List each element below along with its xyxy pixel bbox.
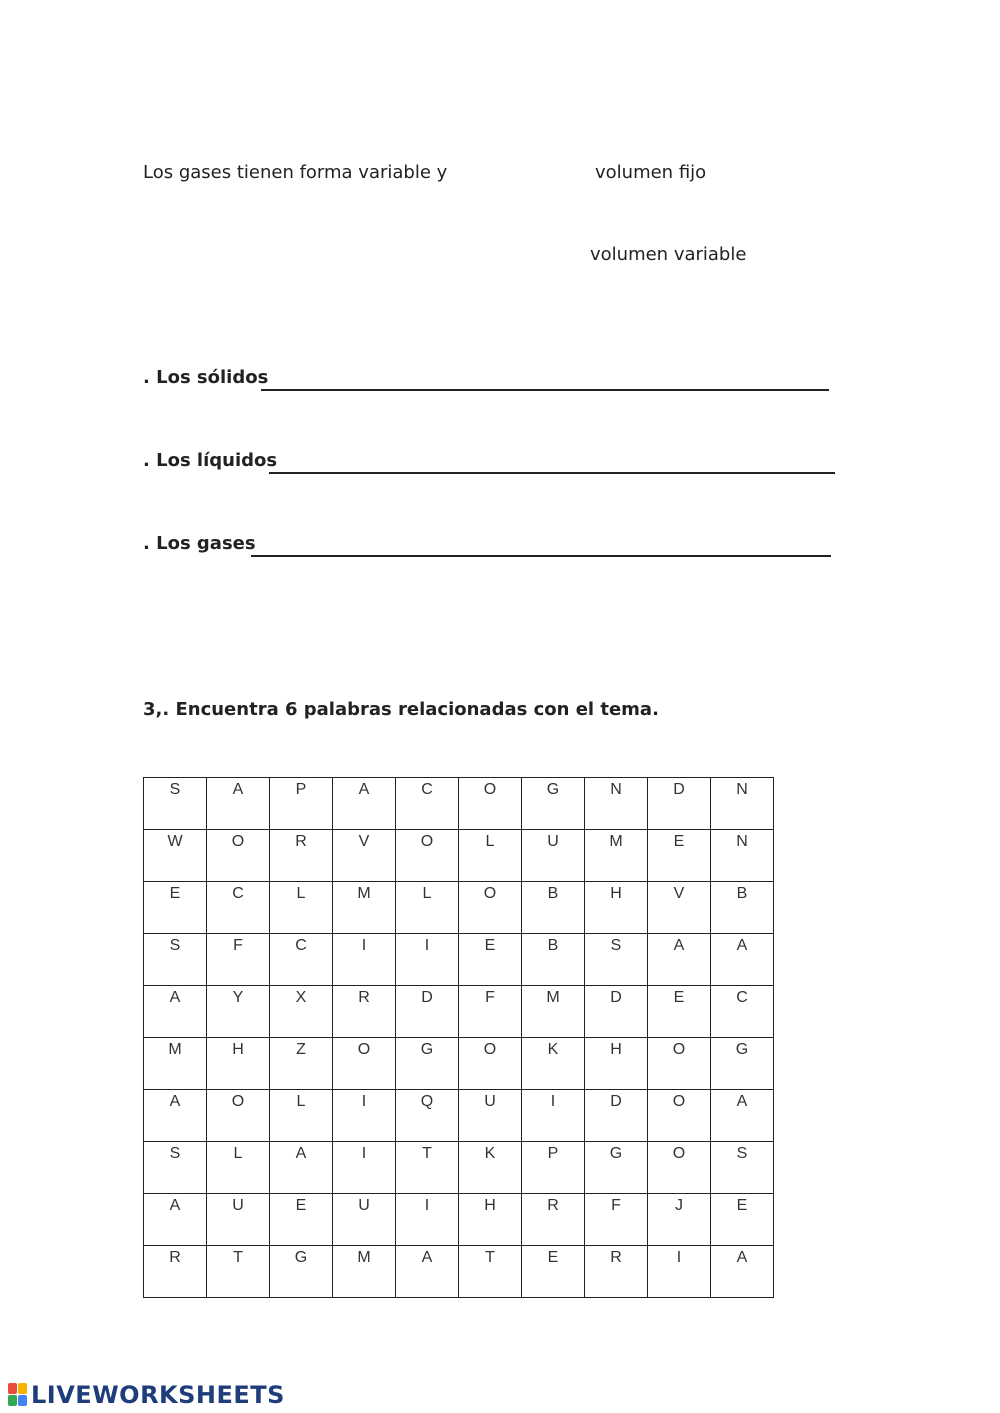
answer-input-solidos[interactable] <box>261 367 829 391</box>
grid-cell[interactable]: I <box>333 1090 396 1142</box>
grid-cell[interactable]: O <box>648 1090 711 1142</box>
grid-cell[interactable]: I <box>333 934 396 986</box>
grid-cell[interactable]: G <box>522 778 585 830</box>
grid-cell[interactable]: B <box>522 882 585 934</box>
grid-cell[interactable]: E <box>648 986 711 1038</box>
grid-cell[interactable]: O <box>459 882 522 934</box>
answer-row-liquidos <box>143 450 838 478</box>
grid-cell[interactable]: V <box>333 830 396 882</box>
grid-cell[interactable]: G <box>585 1142 648 1194</box>
grid-cell[interactable]: N <box>711 830 774 882</box>
grid-cell[interactable]: A <box>333 778 396 830</box>
grid-cell[interactable]: R <box>144 1246 207 1298</box>
grid-cell[interactable]: A <box>711 1090 774 1142</box>
grid-cell[interactable]: M <box>585 830 648 882</box>
grid-cell[interactable]: S <box>144 934 207 986</box>
word-search-grid <box>143 777 774 1298</box>
grid-cell[interactable]: A <box>144 986 207 1038</box>
grid-cell[interactable]: C <box>396 778 459 830</box>
grid-row <box>144 1246 774 1298</box>
grid-cell[interactable]: L <box>459 830 522 882</box>
grid-row <box>144 1090 774 1142</box>
grid-cell[interactable]: M <box>522 986 585 1038</box>
grid-cell[interactable]: E <box>522 1246 585 1298</box>
grid-cell[interactable]: F <box>459 986 522 1038</box>
grid-cell[interactable]: A <box>207 778 270 830</box>
grid-cell[interactable]: D <box>648 778 711 830</box>
answer-row-solidos <box>143 367 833 395</box>
grid-cell[interactable]: A <box>396 1246 459 1298</box>
grid-cell[interactable]: L <box>270 882 333 934</box>
grid-row <box>144 1194 774 1246</box>
answer-label-liquidos: . Los líquidos <box>143 450 278 471</box>
grid-cell[interactable]: I <box>396 934 459 986</box>
grid-cell[interactable]: P <box>270 778 333 830</box>
grid-cell[interactable]: O <box>459 1038 522 1090</box>
option-volumen-variable[interactable]: volumen variable <box>590 244 747 265</box>
grid-cell[interactable]: Q <box>396 1090 459 1142</box>
grid-cell[interactable]: A <box>144 1090 207 1142</box>
grid-cell[interactable]: I <box>648 1246 711 1298</box>
grid-cell[interactable]: B <box>711 882 774 934</box>
grid-cell[interactable]: U <box>459 1090 522 1142</box>
grid-cell[interactable]: O <box>648 1038 711 1090</box>
grid-row <box>144 1142 774 1194</box>
grid-cell[interactable]: I <box>333 1142 396 1194</box>
grid-cell[interactable]: I <box>396 1194 459 1246</box>
grid-cell[interactable]: B <box>522 934 585 986</box>
grid-cell[interactable]: E <box>711 1194 774 1246</box>
logo-text: LIVEWORKSHEETS <box>31 1381 285 1409</box>
grid-cell[interactable]: X <box>270 986 333 1038</box>
grid-cell[interactable]: H <box>585 882 648 934</box>
grid-cell[interactable]: F <box>585 1194 648 1246</box>
answer-label-gases: . Los gases <box>143 533 256 554</box>
grid-cell[interactable]: T <box>207 1246 270 1298</box>
grid-cell[interactable]: R <box>333 986 396 1038</box>
grid-cell[interactable]: M <box>144 1038 207 1090</box>
grid-row <box>144 1038 774 1090</box>
grid-cell[interactable]: H <box>207 1038 270 1090</box>
grid-cell[interactable]: N <box>585 778 648 830</box>
grid-cell[interactable]: F <box>207 934 270 986</box>
grid-cell[interactable]: A <box>144 1194 207 1246</box>
grid-cell[interactable]: H <box>459 1194 522 1246</box>
grid-cell[interactable]: K <box>522 1038 585 1090</box>
grid-row <box>144 778 774 830</box>
grid-cell[interactable]: L <box>207 1142 270 1194</box>
grid-cell[interactable]: N <box>711 778 774 830</box>
grid-cell[interactable]: S <box>711 1142 774 1194</box>
answer-input-gases[interactable] <box>251 533 831 557</box>
grid-cell[interactable]: T <box>459 1246 522 1298</box>
grid-cell[interactable]: R <box>270 830 333 882</box>
grid-cell[interactable]: D <box>585 986 648 1038</box>
grid-cell[interactable]: D <box>396 986 459 1038</box>
grid-row <box>144 830 774 882</box>
grid-cell[interactable]: H <box>585 1038 648 1090</box>
grid-cell[interactable]: S <box>144 778 207 830</box>
grid-cell[interactable]: C <box>270 934 333 986</box>
grid-cell[interactable]: L <box>270 1090 333 1142</box>
grid-cell[interactable]: P <box>522 1142 585 1194</box>
grid-cell[interactable]: O <box>207 1090 270 1142</box>
logo-blocks-icon <box>8 1383 28 1407</box>
grid-cell[interactable]: A <box>711 934 774 986</box>
answer-label-solidos: . Los sólidos <box>143 367 269 388</box>
grid-cell[interactable]: O <box>396 830 459 882</box>
answer-input-liquidos[interactable] <box>269 450 835 474</box>
question-3-title: 3,. Encuentra 6 palabras relacionadas con el tema. <box>143 699 659 720</box>
grid-cell[interactable]: Z <box>270 1038 333 1090</box>
grid-row <box>144 882 774 934</box>
grid-cell[interactable]: I <box>522 1090 585 1142</box>
grid-cell[interactable]: C <box>207 882 270 934</box>
grid-cell[interactable]: G <box>711 1038 774 1090</box>
grid-cell[interactable]: G <box>270 1246 333 1298</box>
grid-cell[interactable]: J <box>648 1194 711 1246</box>
grid-cell[interactable]: S <box>144 1142 207 1194</box>
grid-row <box>144 986 774 1038</box>
grid-cell[interactable]: O <box>333 1038 396 1090</box>
grid-cell[interactable]: U <box>207 1194 270 1246</box>
grid-cell[interactable]: T <box>396 1142 459 1194</box>
grid-cell[interactable]: E <box>270 1194 333 1246</box>
grid-cell[interactable]: S <box>585 934 648 986</box>
grid-cell[interactable]: U <box>333 1194 396 1246</box>
grid-cell[interactable]: U <box>522 830 585 882</box>
grid-cell[interactable]: G <box>396 1038 459 1090</box>
grid-cell[interactable]: O <box>648 1142 711 1194</box>
grid-cell[interactable]: O <box>207 830 270 882</box>
grid-cell[interactable]: L <box>396 882 459 934</box>
grid-cell[interactable]: C <box>711 986 774 1038</box>
grid-cell[interactable]: E <box>144 882 207 934</box>
grid-cell[interactable]: M <box>333 882 396 934</box>
grid-cell[interactable]: R <box>522 1194 585 1246</box>
statement-prefix: Los gases tienen forma variable y <box>143 162 448 183</box>
liveworksheets-logo <box>8 1380 285 1410</box>
grid-cell[interactable]: W <box>144 830 207 882</box>
grid-cell[interactable]: A <box>711 1246 774 1298</box>
grid-cell[interactable]: K <box>459 1142 522 1194</box>
grid-cell[interactable]: M <box>333 1246 396 1298</box>
grid-cell[interactable]: A <box>270 1142 333 1194</box>
grid-cell[interactable]: Y <box>207 986 270 1038</box>
grid-cell[interactable]: E <box>648 830 711 882</box>
grid-cell[interactable]: A <box>648 934 711 986</box>
grid-row <box>144 934 774 986</box>
grid-cell[interactable]: V <box>648 882 711 934</box>
grid-cell[interactable]: D <box>585 1090 648 1142</box>
answer-row-gases <box>143 533 833 561</box>
option-volumen-fijo[interactable]: volumen fijo <box>595 162 707 183</box>
grid-cell[interactable]: E <box>459 934 522 986</box>
grid-cell[interactable]: O <box>459 778 522 830</box>
grid-cell[interactable]: R <box>585 1246 648 1298</box>
